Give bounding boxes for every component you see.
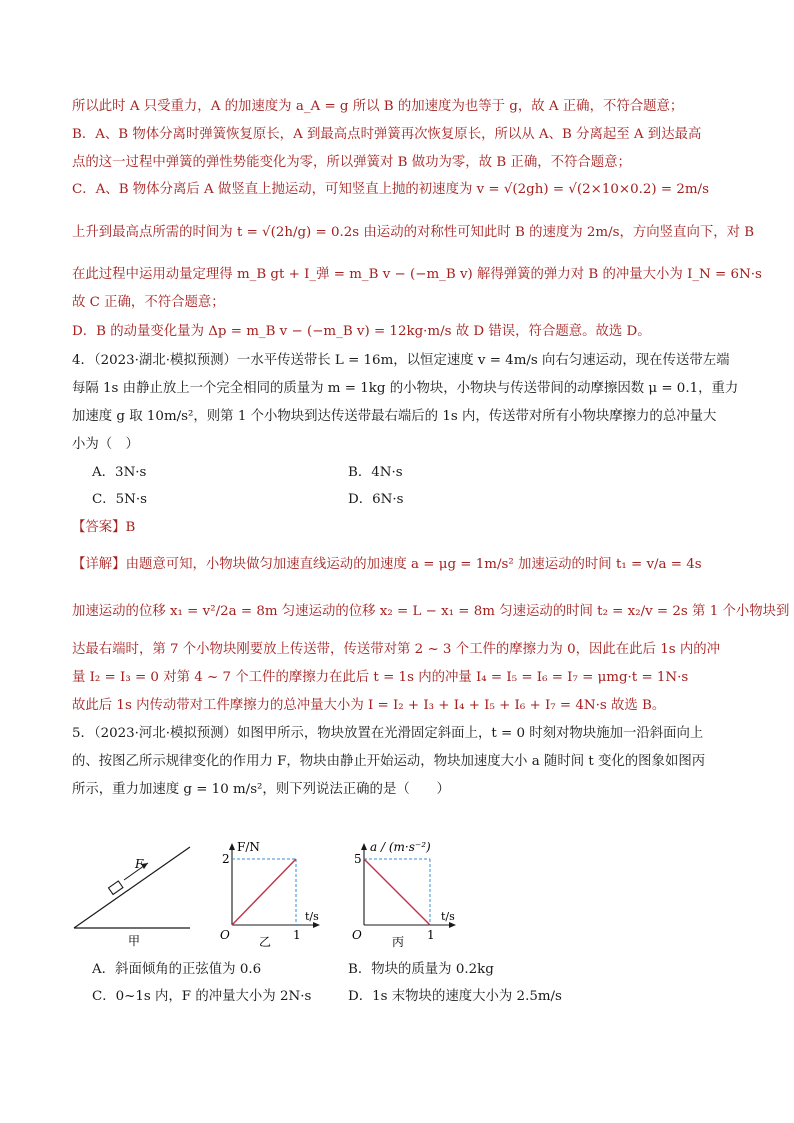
- q5-option-d: D．1s 末物块的速度大小为 2.5m/s: [348, 989, 562, 1004]
- y-label: a / (m·s⁻²): [370, 840, 431, 854]
- prev-solution-line-6: 在此过程中运用动量定理得 m_B gt + I_弹 = m_B v − (−m_B v) 解得弹簧的弹力对 B 的冲量大小为 I_N = 6N·s: [72, 267, 762, 282]
- q4-detail-line-2: 加速运动的位移 x₁ = v²/2a = 8m 匀速运动的位移 x₂ = L − x₁ = 8m 匀速运动的时间 t₂ = x₂/v = 2s 第 1 个小物块到: [72, 604, 790, 619]
- q5-stem-line-3: 所示，重力加速度 g = 10 m/s²，则下列说法正确的是（ ）: [72, 782, 450, 797]
- q4-stem-line-2: 每隔 1s 由静止放上一个完全相同的质量为 m = 1kg 的小物块，小物块与传送带间的动摩擦因数 μ = 0.1，重力: [72, 381, 739, 396]
- x-tick: 1: [427, 928, 435, 942]
- x-label: t/s: [305, 910, 319, 923]
- caption-bing: 丙: [392, 935, 405, 949]
- prev-solution-line-7: 故 C 正确，不符合题意；: [72, 295, 225, 310]
- q4-stem-line-1: 4．（2023·湖北·模拟预测）一水平传送带长 L = 16m，以恒定速度 v = 4m/s 向右匀速运动，现在传送带左端: [72, 353, 730, 368]
- figure-force-graph: [210, 835, 325, 950]
- x-tick: 1: [293, 928, 301, 942]
- q4-detail-line-5: 故此后 1s 内传动带对工件摩擦力的总冲量大小为 I = I₂ + I₃ + I₄ + I₅ + I₆ + I₇ = 4N·s 故选 B。: [72, 698, 666, 713]
- caption-jia: 甲: [128, 934, 141, 948]
- prev-solution-line-4: C．A、B 物体分离后 A 做竖直上抛运动，可知竖直上抛的初速度为 v = √(2gh) = √(2×10×0.2) = 2m/s: [72, 182, 709, 197]
- origin: O: [220, 928, 230, 942]
- y-tick: 2: [222, 852, 230, 866]
- q5-stem-line-2: 的、按图乙所示规律变化的作用力 F，物块由静止开始运动，物块加速度大小 a 随时间 t 变化的图象如图丙: [72, 754, 706, 769]
- q4-answer: 【答案】B: [72, 520, 136, 535]
- y-axis-arrow: [361, 843, 367, 850]
- q4-detail-line-1: [72, 555, 702, 575]
- q4-stem-line-3: 加速度 g 取 10m/s²，则第 1 个小物块到达传送带最右端后的 1s 内，传送带对所有小物块摩擦力的总冲量大: [72, 409, 717, 424]
- q4-detail-line-3: 达最右端时，第 7 个小物块刚要放上传送带，传送带对第 2 ~ 3 个工件的摩擦力为 0，因此在此后 1s 内的冲: [72, 642, 721, 657]
- block-on-incline: [109, 881, 123, 894]
- accel-line: [364, 859, 430, 925]
- prev-solution-line-8: D．B 的动量变化量为 Δp = m_B v − (−m_B v) = 12kg·m/s 故 D 错误，符合题意。故选 D。: [72, 324, 651, 339]
- x-label: t/s: [441, 910, 455, 923]
- incline-slope: [74, 847, 190, 928]
- caption-yi: 乙: [259, 935, 272, 949]
- q4-detail-line-4: 量 I₂ = I₃ = 0 对第 4 ~ 7 个工件的摩擦力在此后 t = 1s 内的冲量 I₄ = I₅ = I₆ = I₇ = μmg·t = 1N·s: [72, 670, 689, 685]
- q5-stem-line-1: 5．（2023·河北·模拟预测）如图甲所示，物块放置在光滑固定斜面上，t = 0 时刻对物块施加一沿斜面向上: [72, 726, 704, 741]
- q4-option-a: A．3N·s: [92, 465, 147, 480]
- q4-option-b: B．4N·s: [348, 465, 403, 480]
- q4-option-c: C．5N·s: [92, 492, 148, 507]
- q5-option-c: C．0~1s 内，F 的冲量大小为 2N·s: [92, 989, 312, 1004]
- y-axis-arrow: [229, 843, 235, 850]
- y-tick: 5: [354, 852, 362, 866]
- figure-accel-graph: [342, 835, 467, 950]
- q4-option-d: D．6N·s: [348, 492, 404, 507]
- prev-solution-line-1: 所以此时 A 只受重力，A 的加速度为 a_A = g 所以 B 的加速度为也等于 g，故 A 正确，不符合题意；: [72, 99, 684, 114]
- detail-tag: 【详解】: [72, 557, 126, 572]
- figure-incline: [70, 835, 200, 950]
- detail-text: 由题意可知，小物块做匀加速直线运动的加速度 a = μg = 1m/s² 加速运动的时间 t₁ = v/a = 4s: [125, 557, 702, 572]
- origin: O: [352, 928, 362, 942]
- prev-solution-line-2: B．A、B 物体分离时弹簧恢复原长，A 到最高点时弹簧再次恢复原长，所以从 A、B 分离起至 A 到达最高: [72, 127, 702, 142]
- force-line: [232, 859, 296, 925]
- force-label: F: [135, 857, 144, 871]
- q5-option-b: B．物块的质量为 0.2kg: [348, 962, 494, 977]
- q5-option-a: A．斜面倾角的正弦值为 0.6: [92, 962, 262, 977]
- prev-solution-line-3: 点的这一过程中弹簧的弹性势能变化为零，所以弹簧对 B 做功为零，故 B 正确，不符合题意；: [72, 155, 631, 170]
- prev-solution-line-5: 上升到最高点所需的时间为 t = √(2h/g) = 0.2s 由运动的对称性可知此时 B 的速度为 2m/s，方向竖直向下，对 B: [72, 225, 755, 240]
- y-label: F/N: [237, 840, 260, 854]
- q4-stem-line-4: 小为（ ）: [72, 437, 139, 452]
